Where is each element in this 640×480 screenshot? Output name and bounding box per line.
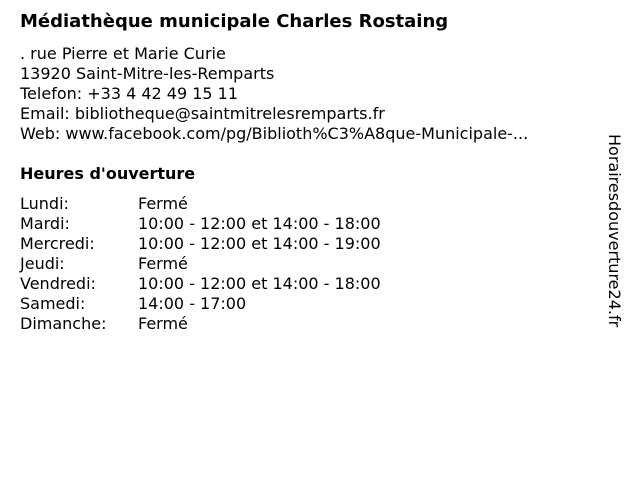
day-hours: Fermé — [138, 194, 188, 213]
day-label: Jeudi: — [20, 254, 65, 273]
website-line: Web: www.facebook.com/pg/Biblioth%C3%A8que-Municipale-... — [20, 124, 529, 143]
hours-row-sunday — [20, 314, 381, 334]
hours-row-thursday — [20, 254, 381, 274]
page-title: Médiathèque municipale Charles Rostaing — [20, 11, 449, 32]
day-hours: 10:00 - 12:00 et 14:00 - 18:00 — [138, 214, 381, 233]
day-hours: 10:00 - 12:00 et 14:00 - 18:00 — [138, 274, 381, 293]
address-city: 13920 Saint-Mitre-les-Remparts — [20, 64, 275, 83]
hours-row-tuesday — [20, 214, 381, 234]
day-label: Mercredi: — [20, 234, 95, 253]
day-label: Mardi: — [20, 214, 70, 233]
email-line: Email: bibliotheque@saintmitrelesremparts.fr — [20, 104, 385, 123]
day-label: Vendredi: — [20, 274, 96, 293]
hours-row-friday — [20, 274, 381, 294]
day-hours: Fermé — [138, 314, 188, 333]
day-hours: 10:00 - 12:00 et 14:00 - 19:00 — [138, 234, 381, 253]
hours-row-monday — [20, 194, 381, 214]
opening-hours-list — [20, 194, 381, 334]
address-street: . rue Pierre et Marie Curie — [20, 44, 226, 63]
day-hours: 14:00 - 17:00 — [138, 294, 247, 313]
day-label: Lundi: — [20, 194, 69, 213]
day-hours: Fermé — [138, 254, 188, 273]
site-watermark: Horairesdouverture24.fr — [605, 134, 624, 328]
phone-line: Telefon: +33 4 42 49 15 11 — [20, 84, 239, 103]
day-label: Samedi: — [20, 294, 86, 313]
contact-block — [20, 44, 528, 144]
opening-hours-heading: Heures d'ouverture — [20, 164, 196, 183]
hours-row-saturday — [20, 294, 381, 314]
day-label: Dimanche: — [20, 314, 107, 333]
hours-row-wednesday — [20, 234, 381, 254]
